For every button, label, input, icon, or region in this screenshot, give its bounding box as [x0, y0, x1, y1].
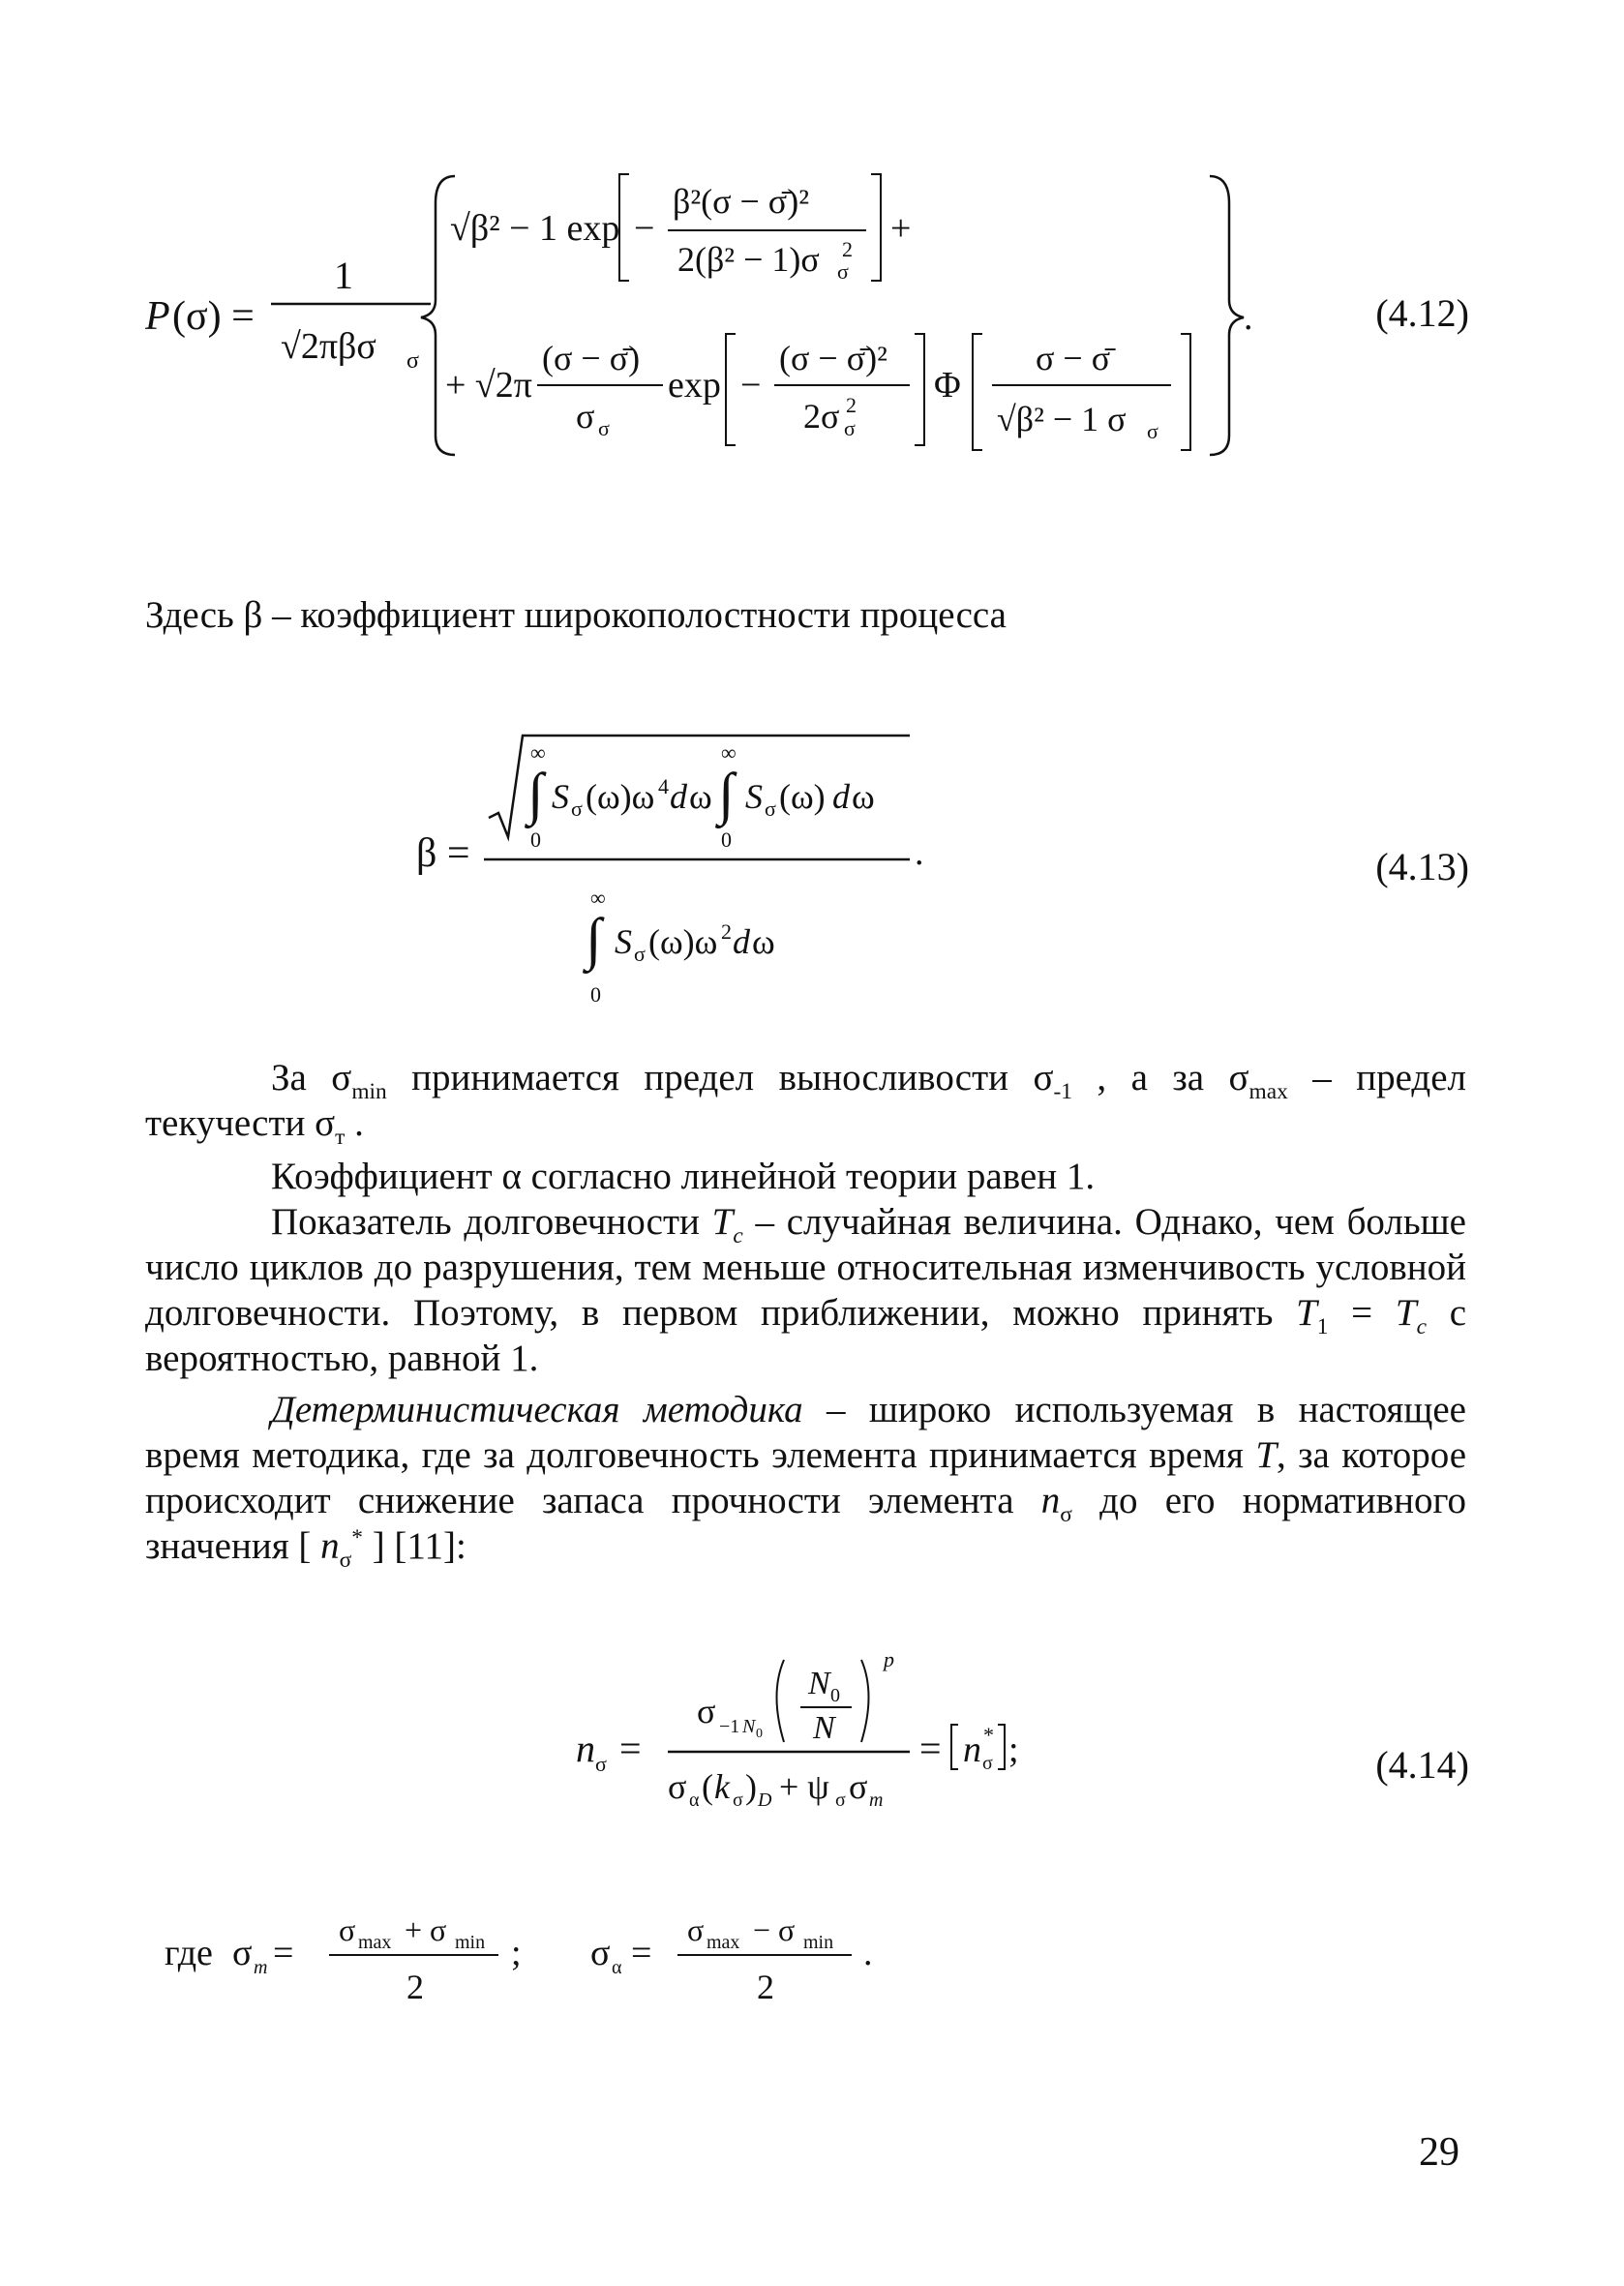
- svg-text:2: 2: [406, 1968, 424, 2006]
- formula-4-12-lhs: P: [145, 294, 170, 339]
- paragraph-1: Здесь β – коэффициент широкополостности процесса: [145, 594, 1007, 636]
- svg-text:(ω): (ω): [779, 777, 826, 816]
- svg-text:σ: σ: [982, 1753, 993, 1774]
- svg-text:σ: σ: [595, 1752, 607, 1776]
- svg-text:=: =: [631, 1933, 652, 1973]
- svg-text:α: α: [689, 1790, 700, 1811]
- svg-text:2: 2: [721, 919, 732, 944]
- svg-text:σ: σ: [849, 1767, 868, 1806]
- paragraph-3: Коэффициент α согласно линейной теории равен 1.: [271, 1156, 1096, 1197]
- svg-text:2: 2: [757, 1968, 774, 2006]
- svg-text:*: *: [983, 1723, 994, 1747]
- svg-text:+ σ: + σ: [405, 1912, 447, 1947]
- svg-text:σ: σ: [668, 1767, 687, 1806]
- svg-text:√2πβσ: √2πβσ: [281, 326, 376, 367]
- formula-4-12: [145, 165, 1500, 465]
- svg-text:(σ − σ̄): (σ − σ̄): [542, 339, 641, 377]
- svg-text:(σ) =: (σ) =: [172, 294, 255, 339]
- svg-text:σ: σ: [634, 942, 646, 966]
- svg-text:0: 0: [530, 827, 541, 852]
- paragraph-5: Детерминистическая методика – широко используемая в настоящее время методика, где за долговечность элемента принимается время T, за которое происходит снижение запаса прочности элемента $n_\sigma$ до его нормативного значения [ $n_\sigma^*$ ] [11]:: [145, 1389, 1467, 1573]
- svg-text:N: N: [813, 1710, 835, 1746]
- svg-text:(ω)ω: (ω)ω: [586, 777, 655, 816]
- svg-text:(σ − σ̄)²: (σ − σ̄)²: [779, 339, 887, 377]
- svg-text:σ: σ: [1147, 419, 1158, 443]
- svg-text:k: k: [714, 1767, 730, 1806]
- svg-text:D: D: [758, 1790, 772, 1811]
- svg-text:p: p: [884, 1647, 894, 1671]
- svg-text:σ: σ: [697, 1692, 716, 1730]
- equation-number-4-12: (4.12): [1375, 291, 1469, 335]
- formula-4-13: [416, 721, 997, 1031]
- svg-text:.: .: [863, 1933, 873, 1973]
- svg-text:=: =: [619, 1727, 642, 1770]
- svg-text:n: n: [576, 1727, 595, 1770]
- svg-text:max: max: [707, 1932, 740, 1953]
- svg-text:ω: ω: [689, 777, 712, 816]
- svg-text:(ω)ω: (ω)ω: [648, 922, 718, 961]
- svg-text:): ): [745, 1767, 757, 1806]
- svg-text:σ: σ: [576, 397, 595, 436]
- formula-definitions: [165, 1902, 939, 2018]
- svg-text:;: ;: [511, 1933, 522, 1973]
- svg-text:ω: ω: [852, 777, 875, 816]
- svg-text:(: (: [702, 1767, 713, 1806]
- svg-text:∞: ∞: [530, 740, 546, 765]
- svg-text:S: S: [552, 777, 569, 816]
- svg-text:;: ;: [1008, 1730, 1019, 1770]
- svg-text:min: min: [455, 1932, 486, 1953]
- svg-text:√β² − 1 σ: √β² − 1 σ: [997, 400, 1127, 438]
- svg-text:+ √2π: + √2π: [445, 365, 532, 406]
- svg-text:+ ψ: + ψ: [779, 1767, 829, 1806]
- svg-text:Φ: Φ: [934, 365, 961, 406]
- svg-text:β²(σ − σ̄)²: β²(σ − σ̄)²: [673, 182, 809, 221]
- svg-text:√β² − 1 exp: √β² − 1 exp: [450, 208, 620, 249]
- svg-text:σ: σ: [733, 1790, 743, 1811]
- page-number: 29: [1419, 2130, 1459, 2175]
- svg-text:0: 0: [756, 1727, 763, 1741]
- svg-text:=: =: [273, 1933, 294, 1973]
- svg-text:d: d: [670, 777, 687, 816]
- equation-number-4-14: (4.14): [1375, 1743, 1469, 1787]
- svg-text:S: S: [745, 777, 763, 816]
- svg-text:σ − σ̄: σ − σ̄: [1036, 339, 1111, 377]
- svg-text:S: S: [615, 922, 632, 961]
- svg-text:4: 4: [658, 774, 669, 798]
- svg-text:ω: ω: [752, 922, 775, 961]
- svg-text:d: d: [733, 922, 750, 961]
- equation-number-4-13: (4.13): [1375, 845, 1469, 888]
- svg-text:σ: σ: [687, 1912, 705, 1947]
- svg-text:.: .: [1244, 297, 1253, 338]
- svg-text:=: =: [919, 1727, 942, 1770]
- svg-text:N: N: [808, 1666, 830, 1701]
- svg-text:σ: σ: [406, 348, 419, 374]
- svg-text:N: N: [742, 1716, 756, 1737]
- svg-text:2(β² − 1)σ: 2(β² − 1)σ: [677, 240, 820, 279]
- svg-text:∞: ∞: [590, 886, 606, 910]
- svg-text:β =: β =: [416, 831, 470, 876]
- svg-text:−1: −1: [719, 1716, 740, 1737]
- svg-text:n: n: [963, 1730, 981, 1770]
- svg-text:− σ: − σ: [753, 1912, 796, 1947]
- paragraph-2: За $\sigma_{min}$ принимается предел выносливости $\sigma_{-1}$ , а за $\sigma_{max}$ – предел текучести $\sigma_т$ .: [145, 1057, 1466, 1150]
- svg-text:d: d: [832, 777, 850, 816]
- svg-text:σ: σ: [835, 1790, 846, 1811]
- svg-text:m: m: [254, 1957, 268, 1978]
- svg-text:σ: σ: [571, 797, 583, 821]
- svg-text:σ: σ: [339, 1912, 356, 1947]
- svg-text:.: .: [915, 832, 924, 873]
- svg-text:−: −: [740, 365, 762, 406]
- svg-text:0: 0: [830, 1685, 840, 1706]
- svg-text:2: 2: [846, 393, 857, 417]
- svg-text:exp: exp: [668, 365, 721, 406]
- formula-4-12-prefactor-num: 1: [334, 254, 353, 297]
- svg-text:∫: ∫: [527, 762, 544, 826]
- svg-text:σ: σ: [232, 1933, 253, 1973]
- formula-4-14: [576, 1645, 1118, 1839]
- svg-text:0: 0: [590, 982, 601, 1007]
- svg-text:+: +: [890, 208, 912, 249]
- svg-text:σ: σ: [837, 259, 849, 284]
- svg-text:∞: ∞: [721, 740, 737, 765]
- svg-text:σ: σ: [590, 1933, 611, 1973]
- svg-text:α: α: [612, 1957, 622, 1978]
- svg-text:0: 0: [721, 827, 732, 852]
- svg-text:σ: σ: [844, 416, 856, 440]
- svg-text:σ: σ: [765, 797, 776, 821]
- svg-text:m: m: [869, 1790, 884, 1811]
- definitions-prefix: где: [165, 1933, 213, 1973]
- svg-text:−: −: [634, 208, 655, 249]
- svg-text:σ: σ: [598, 416, 610, 440]
- svg-text:min: min: [803, 1932, 834, 1953]
- svg-text:max: max: [358, 1932, 392, 1953]
- svg-text:∫: ∫: [586, 907, 602, 971]
- right-brace: [1210, 176, 1244, 455]
- paragraph-4: Показатель долговечности $T_c$ – случайная величина. Однако, чем больше число циклов до разрушения, тем меньше относительная изменчивость условной долговечности. Поэтому, в первом приближении, можно принять $T_1 = T_c$ с вероятностью, равной 1.: [145, 1201, 1467, 1379]
- svg-text:∫: ∫: [718, 762, 735, 826]
- svg-text:2σ: 2σ: [803, 397, 840, 436]
- svg-text:2: 2: [842, 237, 853, 261]
